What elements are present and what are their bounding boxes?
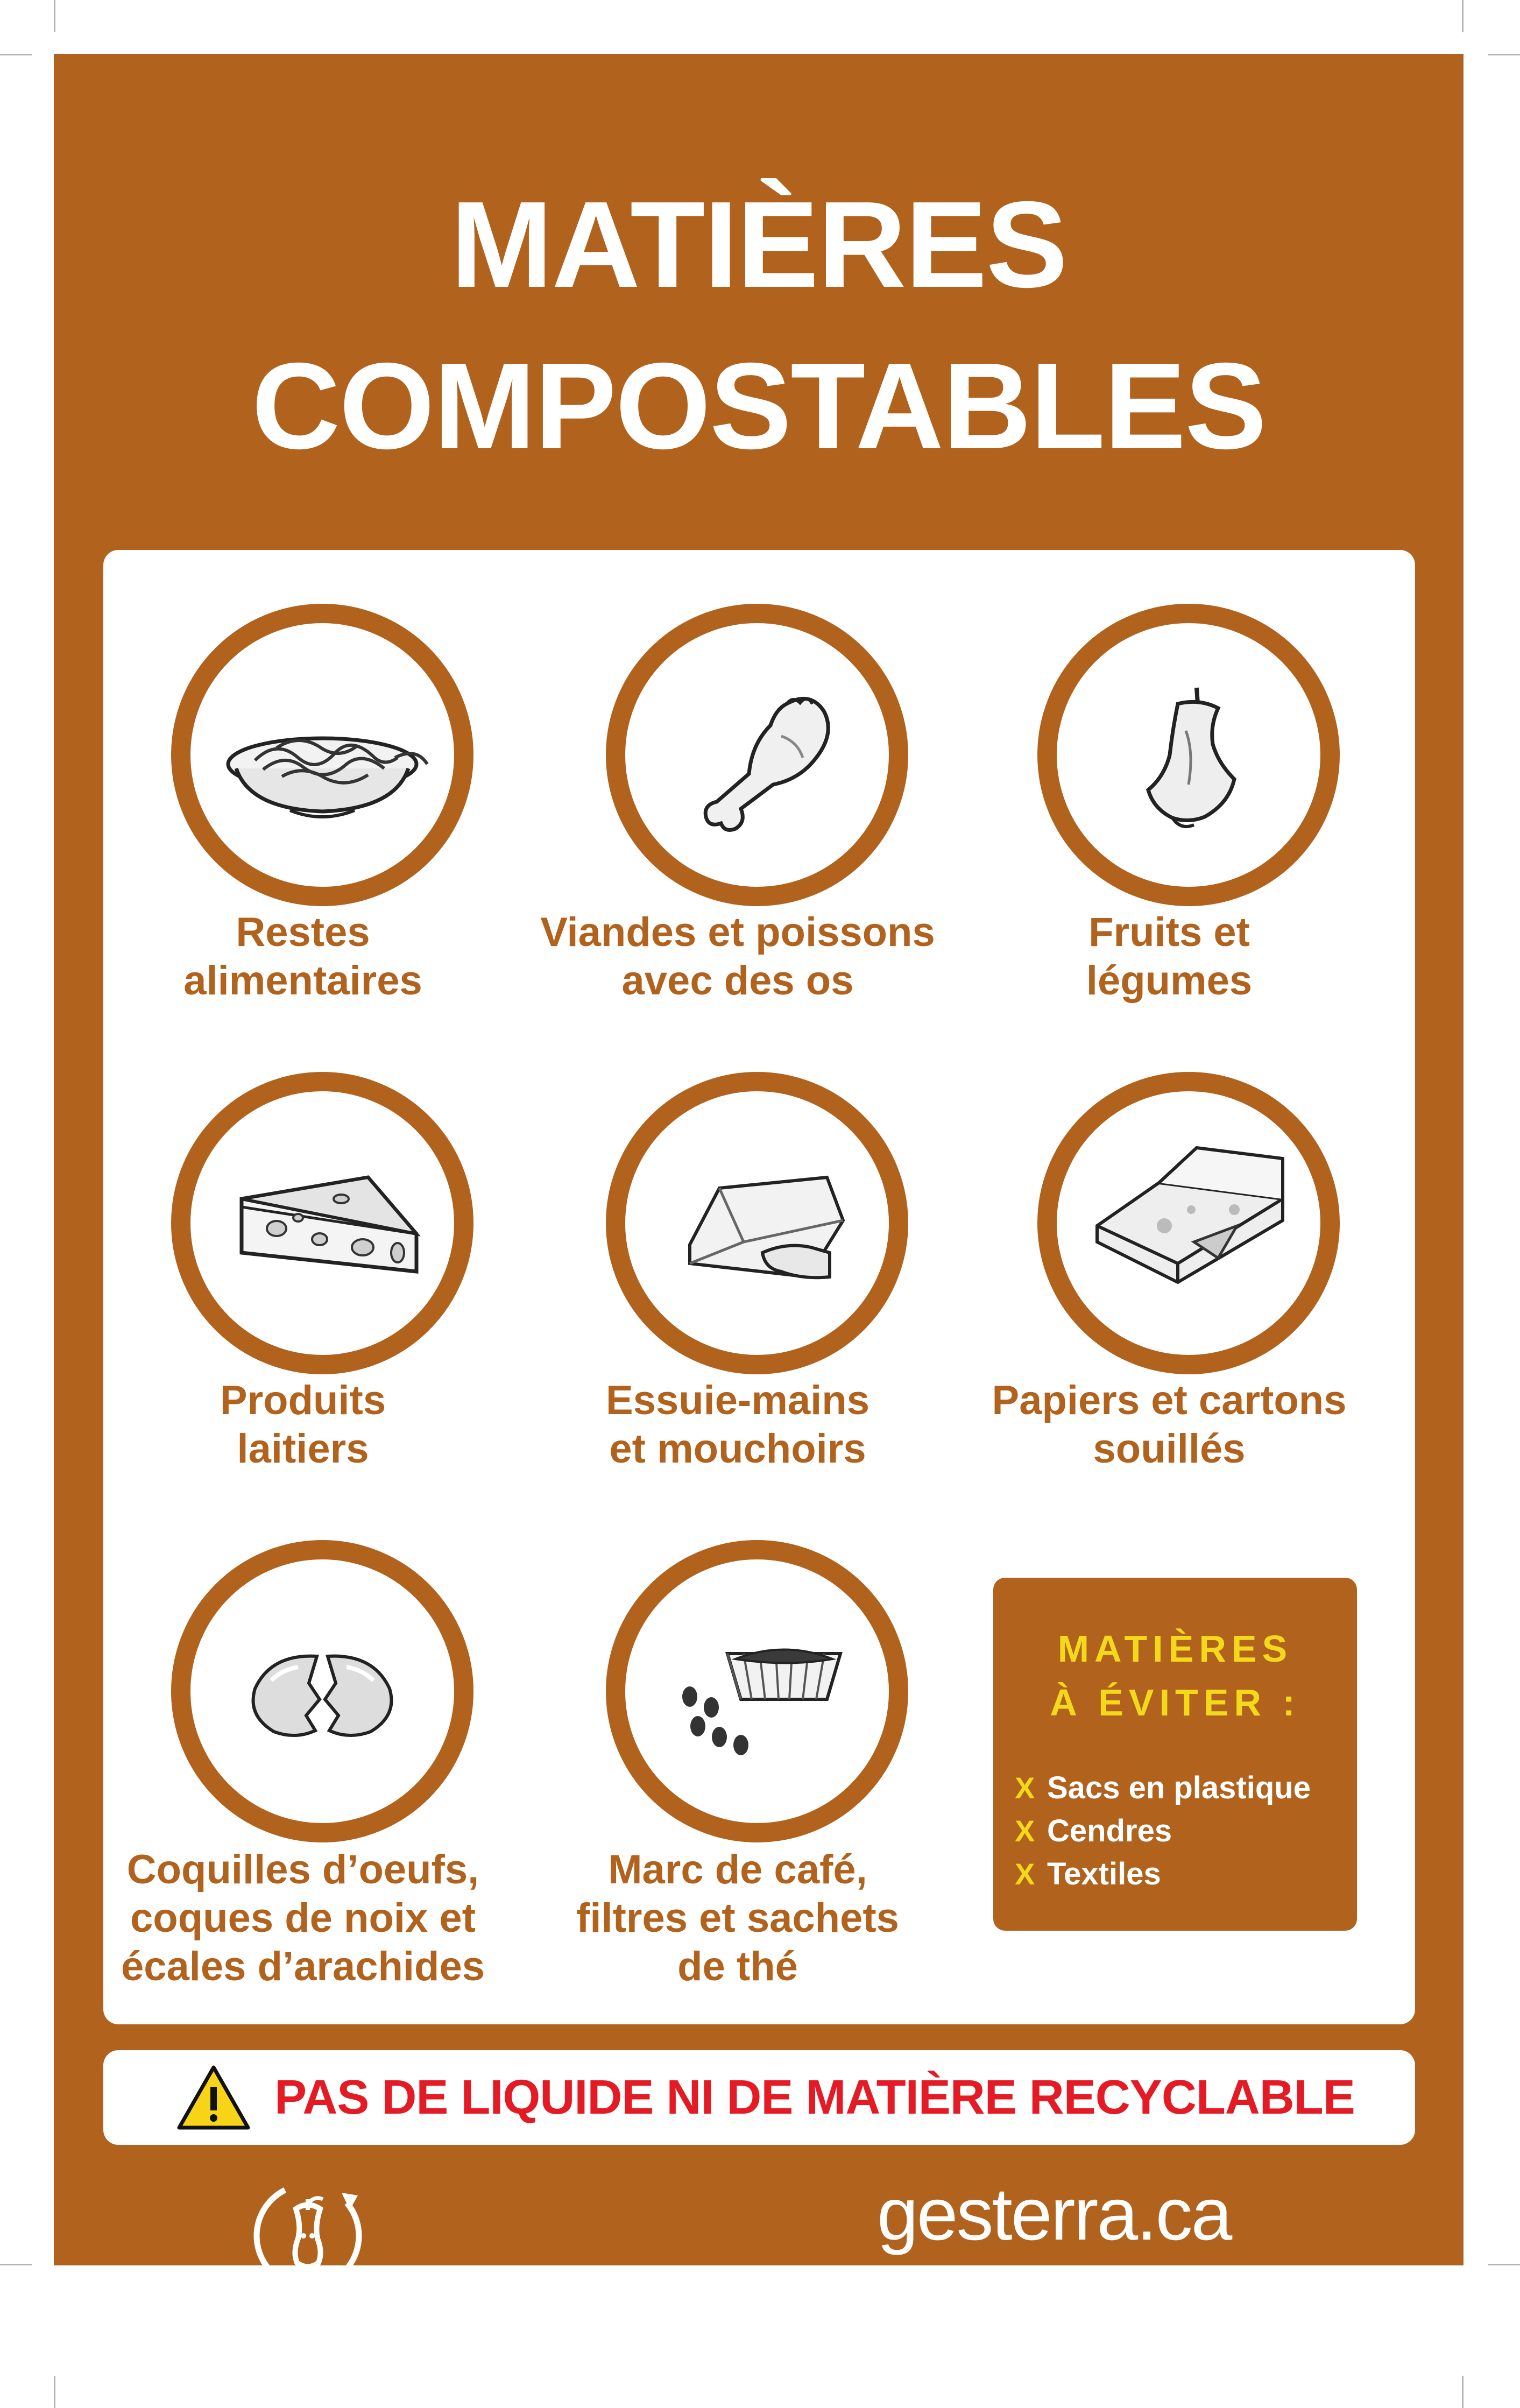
crop-mark <box>1488 54 1520 55</box>
chicken-leg-icon <box>625 623 889 887</box>
item-label-restes: Restes alimentaires <box>183 909 422 1004</box>
avoid-list <box>1015 1766 1311 1895</box>
item-circle-marc <box>606 1540 908 1842</box>
list-item: X Textiles <box>1015 1856 1161 1891</box>
item-label-marc: Marc de café, filtres et sachets de thé <box>576 1847 899 1989</box>
poster-panel <box>54 54 1464 2265</box>
x-mark-icon: X <box>1015 1856 1035 1891</box>
crop-mark <box>1462 2376 1464 2408</box>
item-label-produits: Produits laitiers <box>220 1378 386 1472</box>
item-circle-produits <box>171 1072 473 1374</box>
crop-mark <box>0 54 32 55</box>
crop-mark <box>0 2264 32 2265</box>
list-item: X Cendres <box>1015 1813 1172 1848</box>
crop-mark <box>1462 0 1464 32</box>
crop-mark <box>54 0 55 32</box>
apple-core-icon <box>1057 623 1320 887</box>
title-line-2: COMPOSTABLES <box>251 338 1266 475</box>
list-item: X Sacs en plastique <box>1015 1770 1311 1805</box>
item-circle-fruits <box>1037 604 1340 906</box>
page-title <box>54 164 1464 487</box>
items-card <box>103 550 1415 2024</box>
compost-apple-logo-icon <box>248 2171 371 2295</box>
item-circle-viandes <box>606 604 908 906</box>
paper-towel-icon <box>625 1091 889 1355</box>
coffee-filter-icon <box>625 1559 889 1823</box>
cheese-icon <box>190 1091 454 1355</box>
title-line-1: MATIÈRES <box>450 176 1067 313</box>
pizza-box-icon <box>1057 1091 1320 1355</box>
avoid-box <box>993 1578 1357 1931</box>
warning-bar <box>103 2050 1415 2145</box>
website-link[interactable]: gesterra.ca <box>877 2173 1231 2256</box>
warning-text: PAS DE LIQUIDE NI DE MATIÈRE RECYCLABLE <box>274 2071 1355 2124</box>
egg-shell-icon <box>190 1559 454 1823</box>
avoid-title: MATIÈRES À ÉVITER : <box>1050 1628 1300 1724</box>
x-mark-icon: X <box>1015 1813 1035 1848</box>
spaghetti-bowl-icon <box>190 623 454 887</box>
warning-triangle-icon <box>176 2064 251 2132</box>
item-circle-essuie <box>606 1072 908 1374</box>
item-circle-restes <box>171 604 473 906</box>
crop-mark <box>54 2376 55 2408</box>
item-label-essuie: Essuie-mains et mouchoirs <box>606 1378 869 1472</box>
item-label-papiers: Papiers et cartons souillés <box>992 1378 1347 1472</box>
item-circle-coquilles <box>171 1540 473 1842</box>
crop-mark <box>1488 2264 1520 2265</box>
item-label-coquilles: Coquilles d’oeufs, coques de noix et écales d’arachides <box>121 1847 485 1989</box>
x-mark-icon: X <box>1015 1770 1035 1805</box>
item-circle-papiers <box>1037 1072 1340 1374</box>
item-label-fruits: Fruits et légumes <box>1086 909 1253 1004</box>
item-label-viandes: Viandes et poissons avec des os <box>540 909 935 1004</box>
